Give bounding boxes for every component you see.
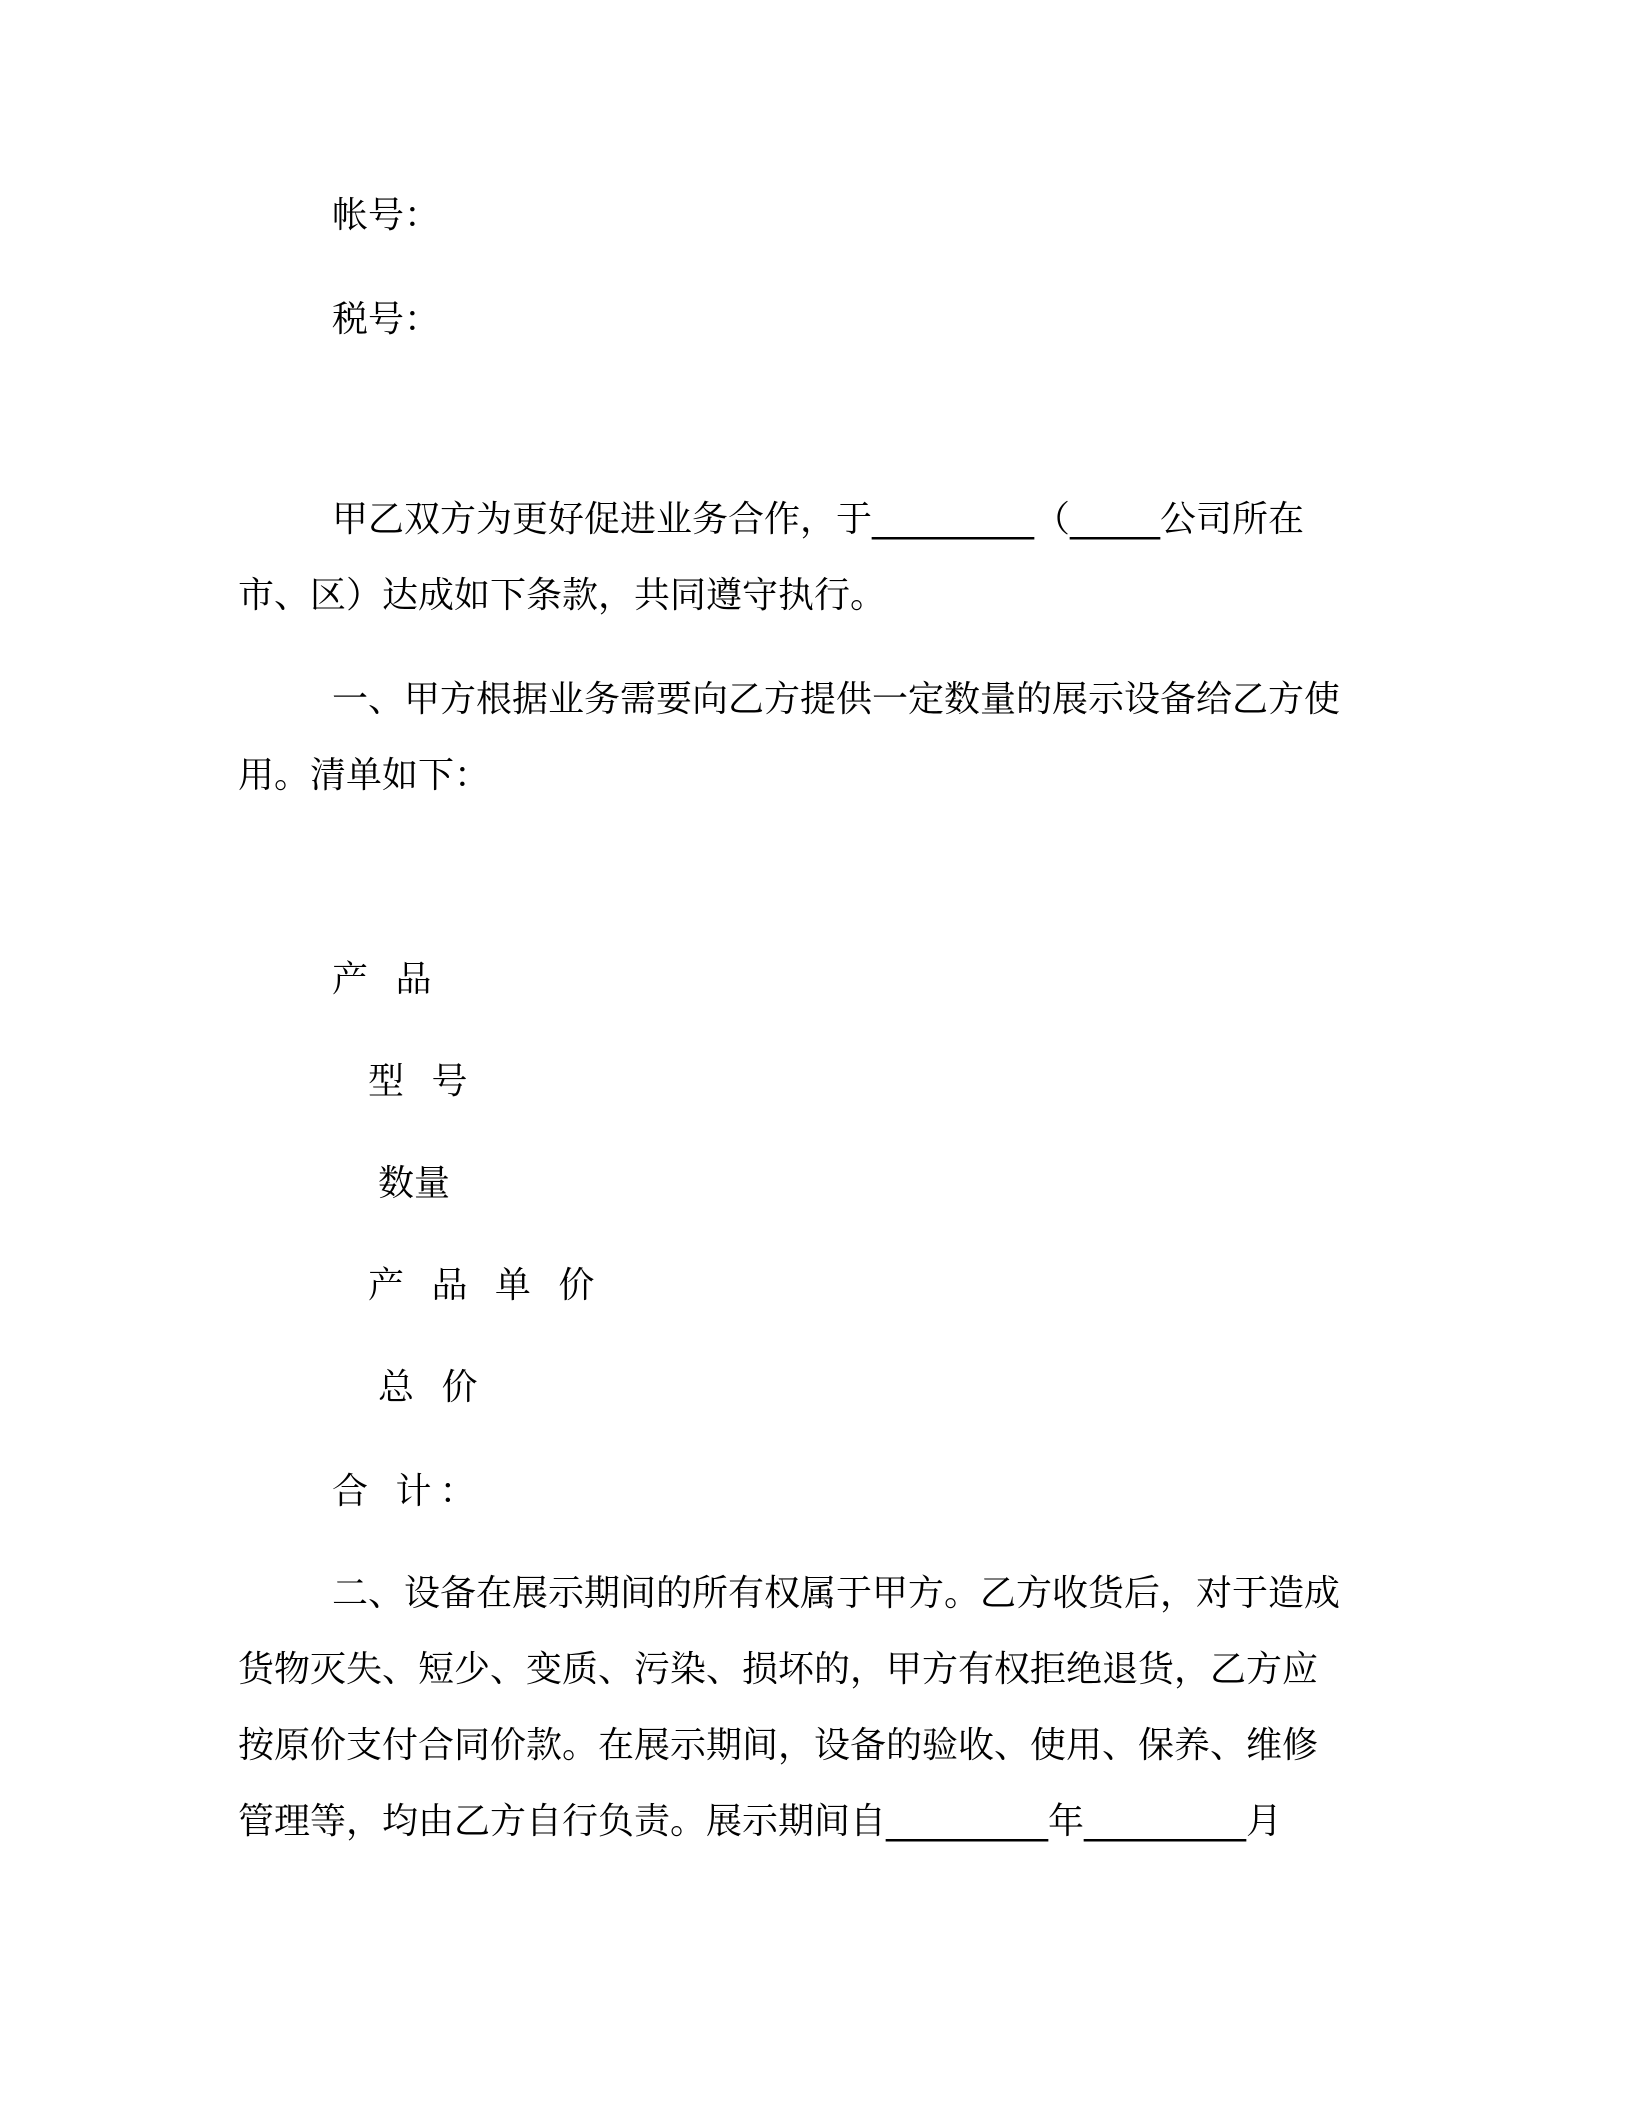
account-label: 帐号： — [332, 195, 441, 236]
clause-1-line-1: 一、甲方根据业务需要向乙方提供一定数量的展示设备给乙方使 — [332, 679, 1341, 720]
tax-number-label: 税号： — [332, 299, 441, 340]
header-total-price: 总 价 — [378, 1367, 486, 1408]
clause-1-line-2: 用。清单如下： — [238, 755, 491, 796]
clause-2-line-2: 货物灭失、短少、变质、污染、损坏的，甲方有权拒绝退货，乙方应 — [238, 1649, 1319, 1690]
header-unit-price: 产 品 单 价 — [368, 1265, 603, 1306]
sum-label: 合 计： — [332, 1471, 484, 1512]
header-product: 产 品 — [332, 959, 440, 1000]
clause-1-paragraph — [238, 676, 1340, 800]
clause-2-line-1: 二、设备在展示期间的所有权属于甲方。乙方收货后，对于造成 — [332, 1573, 1341, 1614]
intro-line-2: 市、区）达成如下条款，共同遵守执行。 — [238, 575, 887, 616]
header-model: 型 号 — [368, 1061, 476, 1102]
header-quantity: 数量 — [378, 1163, 451, 1204]
clause-2-line-4: 管理等，均由乙方自行负责。展示期间自_________年_________月 — [238, 1801, 1283, 1842]
clause-2-paragraph — [238, 1570, 1340, 1846]
intro-line-1: 甲乙双方为更好促进业务合作，于_________（_____公司所在 — [332, 499, 1305, 540]
clause-2-line-3: 按原价支付合同价款。在展示期间，设备的验收、使用、保养、维修 — [238, 1725, 1319, 1766]
intro-paragraph — [238, 496, 1304, 620]
